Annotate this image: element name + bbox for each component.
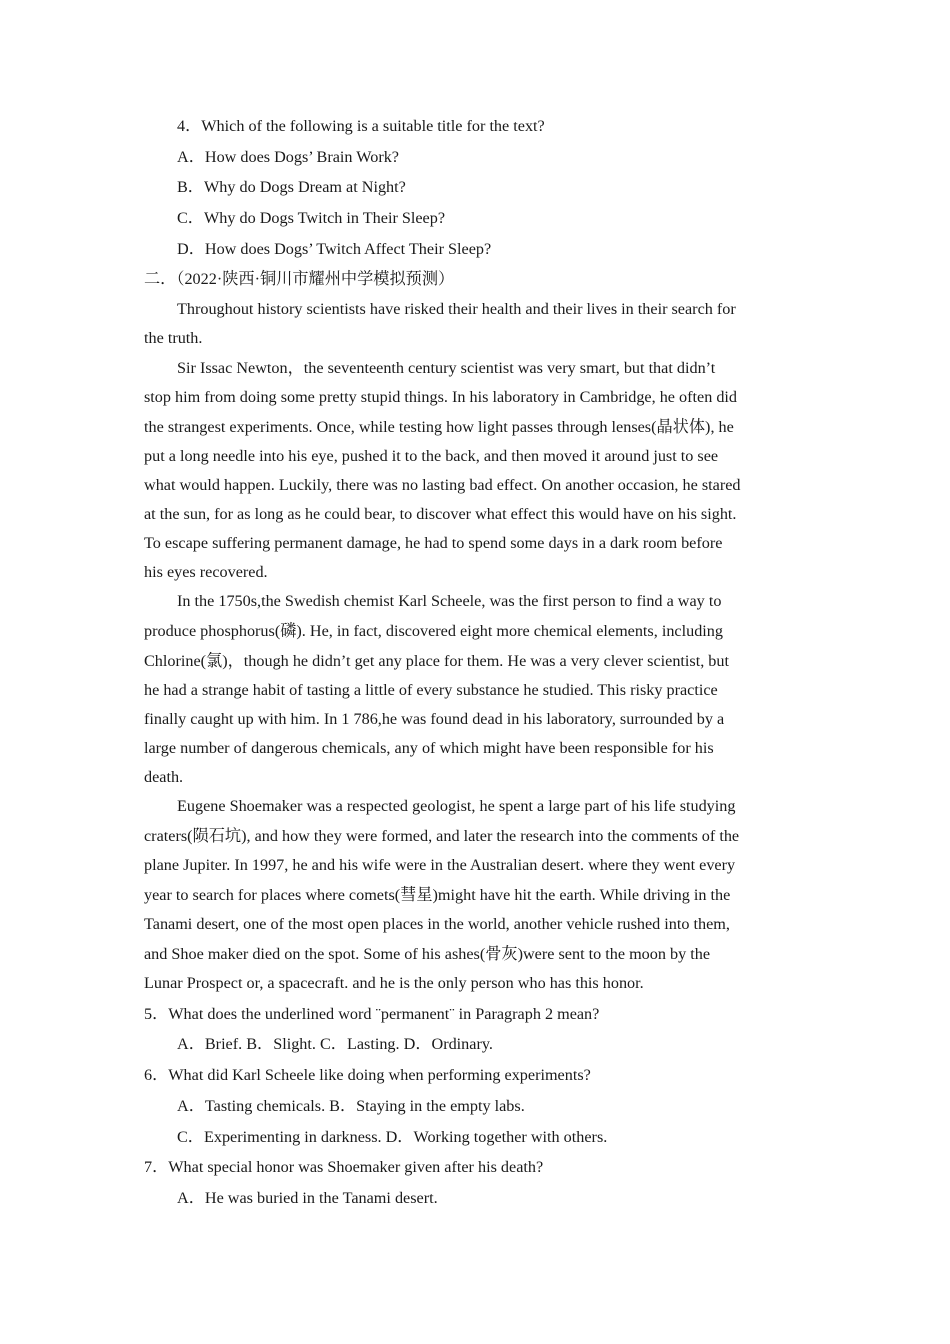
question-4-option-d: D．How does Dogs’ Twitch Affect Their Sleep?	[177, 240, 492, 258]
question-4-option-c: C．Why do Dogs Twitch in Their Sleep?	[177, 209, 446, 227]
question-6-options-cd: C．Experimenting in darkness. D．Working together with others.	[177, 1128, 608, 1146]
passage-line: craters(陨石坑), and how they were formed, and later the research into the comments of the	[144, 827, 740, 845]
passage-line: Lunar Prospect or, a spacecraft. and he is the only person who has this honor.	[144, 974, 644, 992]
passage-line: finally caught up with him. In 1 786,he was found dead in his laboratory, surrounded by a	[144, 710, 725, 728]
question-4-option-b: B．Why do Dogs Dream at Night?	[177, 178, 406, 196]
passage-line: death.	[144, 768, 184, 786]
question-4-option-a: A．How does Dogs’ Brain Work?	[177, 148, 399, 166]
passage-line: large number of dangerous chemicals, any of which might have been responsible for his	[144, 739, 714, 757]
question-7-option-a: A．He was buried in the Tanami desert.	[177, 1189, 438, 1207]
passage-line: put a long needle into his eye, pushed it to the back, and then moved it around just to see	[144, 447, 719, 465]
passage-line: year to search for places where comets(彗星)might have hit the earth. While driving in the	[144, 886, 731, 904]
passage-line: To escape suffering permanent damage, he had to spend some days in a dark room before	[144, 534, 723, 552]
passage-line: plane Jupiter. In 1997, he and his wife were in the Australian desert. where they went every	[144, 856, 736, 874]
passage-line: what would happen. Luckily, there was no lasting bad effect. On another occasion, he stared	[144, 476, 741, 494]
passage-line: produce phosphorus(磷). He, in fact, discovered eight more chemical elements, including	[144, 622, 723, 640]
passage-line: Throughout history scientists have risked their health and their lives in their search for	[177, 300, 736, 318]
passage-line: the truth.	[144, 329, 203, 347]
question-4-stem: 4．Which of the following is a suitable title for the text?	[177, 117, 545, 135]
question-7-stem: 7．What special honor was Shoemaker given after his death?	[144, 1158, 544, 1176]
passage-line: Chlorine(氯)，though he didn’t get any place for them. He was a very clever scientist, but	[144, 652, 729, 670]
passage-line: Tanami desert, one of the most open places in the world, another vehicle rushed into them,	[144, 915, 730, 933]
passage-line: the strangest experiments. Once, while testing how light passes through lenses(晶状体), he	[144, 418, 734, 436]
passage-line: stop him from doing some pretty stupid things. In his laboratory in Cambridge, he often did	[144, 388, 738, 406]
question-6-options-ab: A．Tasting chemicals. B．Staying in the empty labs.	[177, 1097, 525, 1115]
passage-line: Sir Issac Newton，the seventeenth century scientist was very smart, but that didn’t	[177, 359, 716, 377]
passage-line: and Shoe maker died on the spot. Some of his ashes(骨灰)were sent to the moon by the	[144, 945, 711, 963]
passage-line: In the 1750s,the Swedish chemist Karl Scheele, was the first person to find a way to	[177, 592, 722, 610]
question-5-options: A．Brief. B．Slight. C．Lasting. D．Ordinary.	[177, 1035, 493, 1053]
passage-line: at the sun, for as long as he could bear, to discover what effect this would have on his sight.	[144, 505, 737, 523]
passage-line: Eugene Shoemaker was a respected geologist, he spent a large part of his life studying	[177, 797, 736, 815]
section-heading: 二．（2022·陕西·铜川市耀州中学模拟预测）	[144, 270, 455, 288]
passage-line: his eyes recovered.	[144, 563, 268, 581]
question-6-stem: 6．What did Karl Scheele like doing when performing experiments?	[144, 1066, 591, 1084]
passage-line: he had a strange habit of tasting a little of every substance he studied. This risky practice	[144, 681, 718, 699]
question-5-stem: 5．What does the underlined word ¨permanent¨ in Paragraph 2 mean?	[144, 1005, 600, 1023]
